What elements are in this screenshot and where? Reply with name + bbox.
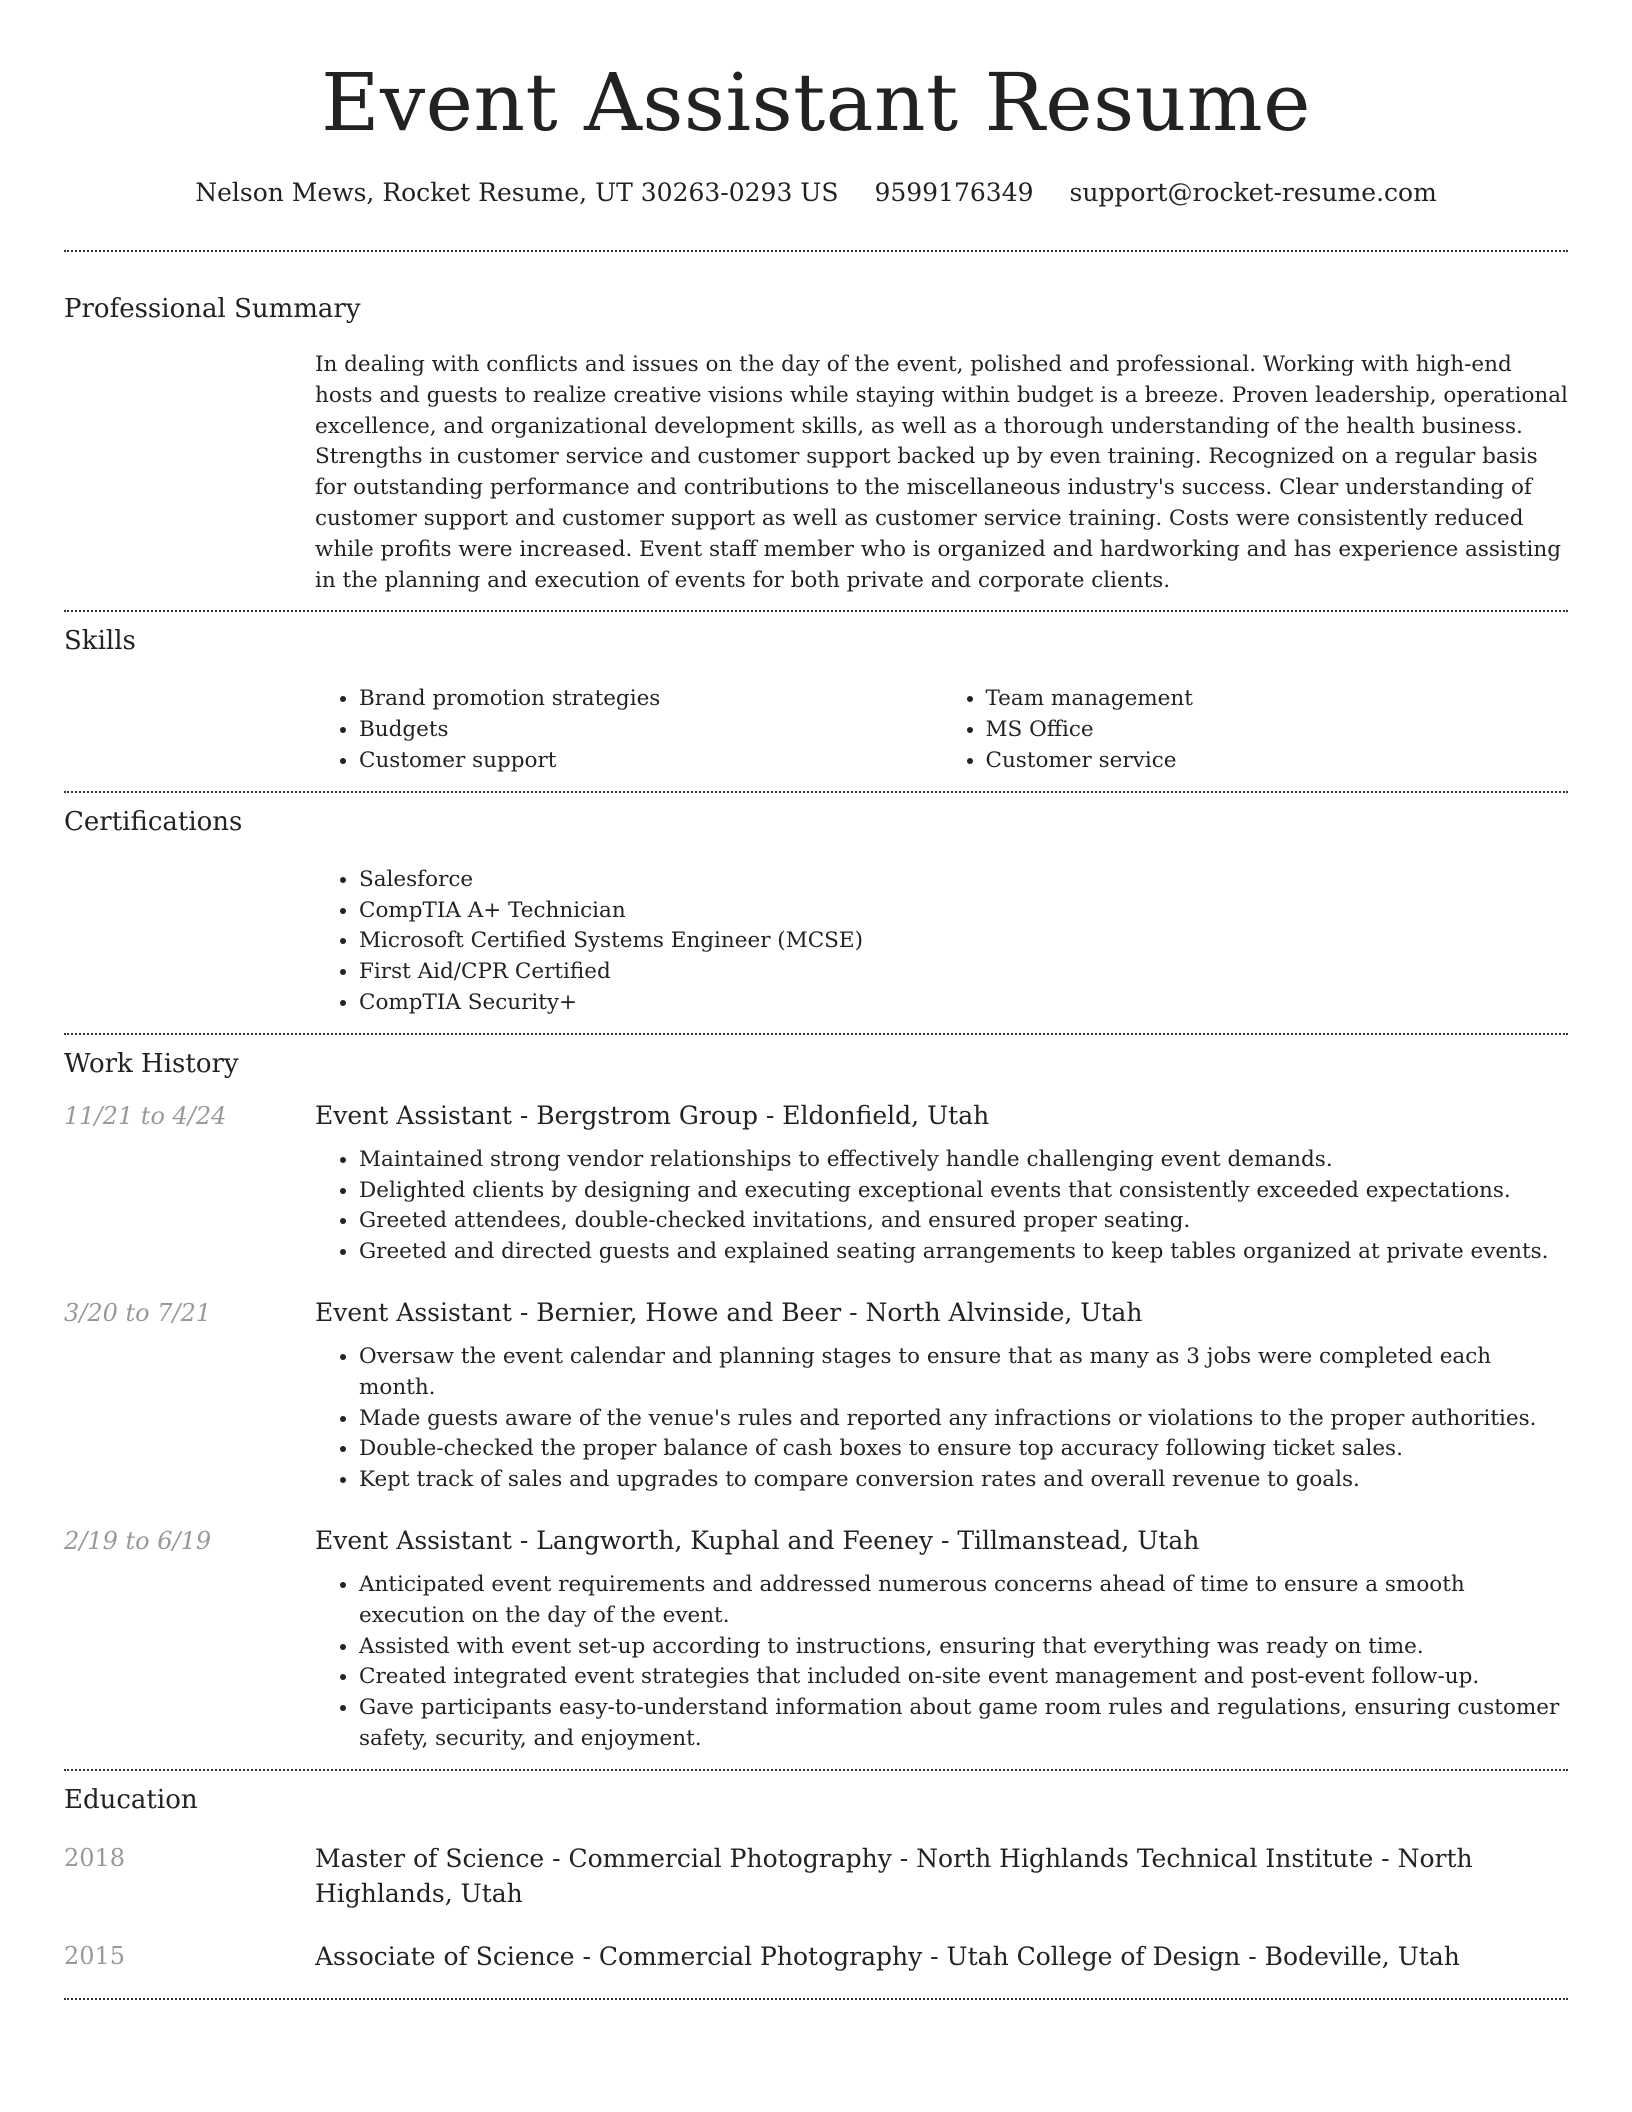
job-duty-item: • Double-checked the proper balance of cash boxes to ensure top accuracy following ticket sales. (359, 1434, 1568, 1465)
job-duty-item: • Greeted attendees, double-checked invitations, and ensured proper seating. (359, 1206, 1568, 1237)
job-entry (64, 1099, 1568, 1133)
contact-phone: 9599176349 (874, 178, 1034, 207)
job-duty-item: • Made guests aware of the venue's rules and reported any infractions or violations to the proper authorities. (359, 1404, 1568, 1435)
job-duty-item: • Greeted and directed guests and explained seating arrangements to keep tables organized at private events. (359, 1237, 1568, 1268)
job-duty-item: • Oversaw the event calendar and planning stages to ensure that as many as 3 jobs were completed each month. (359, 1342, 1568, 1404)
contact-email: support@rocket-resume.com (1069, 178, 1437, 207)
job-duty-item: • Gave participants easy-to-understand information about game room rules and regulations, ensuring customer safety, security, and enjoyment. (359, 1693, 1568, 1755)
skill-item: • Customer support (359, 746, 942, 777)
job-duty-item: • Anticipated event requirements and addressed numerous concerns ahead of time to ensure a smooth execution on the day of the event. (359, 1570, 1568, 1632)
skill-item: • Brand promotion strategies (359, 684, 942, 715)
job-duty-item: • Delighted clients by designing and executing exceptional events that consistently exceeded expectations. (359, 1176, 1568, 1207)
certifications-list (315, 865, 1568, 1019)
education-entry (64, 1841, 1568, 1911)
work-history-heading: Work History (64, 1048, 239, 1079)
resume-title: Event Assistant Resume (321, 56, 1311, 149)
certifications-heading: Certifications (64, 806, 243, 837)
education-school: - North Highlands Technical Institute - North Highlands, Utah (315, 1843, 1473, 1908)
job-dates: 2/19 to 6/19 (64, 1526, 212, 1555)
job-duty-item: • Assisted with event set-up according to instructions, ensuring that everything was ready on time. (359, 1632, 1568, 1663)
skill-item: • MS Office (986, 715, 1569, 746)
job-title: Event Assistant - Langworth, Kuphal and Feeney - Tillmanstead, Utah (315, 1525, 1200, 1555)
education-year: 2018 (64, 1843, 126, 1872)
job-dates: 11/21 to 4/24 (64, 1101, 227, 1130)
summary-text: In dealing with conflicts and issues on the day of the event, polished and professional. Working with high-end hosts and guests to realize creative visions while staying within budget is a breeze. Proven leadership, operational excellence, and organizational development skills, as well as a thorough understanding of the health business. Strengths in customer service and customer support backed up by even training. Recognized on a regular basis for outstanding performance and contributions to the miscellaneous industry's success. Clear understanding of customer support and customer support as well as customer service training. Costs were consistently reduced while profits were increased. Event staff member who is organized and hardworking and has experience assisting in the planning and execution of events for both private and corporate clients. (315, 352, 1568, 593)
contact-line (64, 176, 1568, 210)
job-dates: 3/20 to 7/21 (64, 1298, 212, 1327)
job-entry (64, 1524, 1568, 1558)
skill-item: • Team management (986, 684, 1569, 715)
education-heading: Education (64, 1784, 198, 1815)
education-degree: Master of Science - Commercial Photography (315, 1843, 892, 1873)
education-school: - Utah College of Design - Bodeville, Utah (922, 1941, 1460, 1971)
job-duty-item: • Maintained strong vendor relationships to effectively handle challenging event demands. (359, 1145, 1568, 1176)
job-duty-item: • Kept track of sales and upgrades to compare conversion rates and overall revenue to goals. (359, 1465, 1568, 1496)
education-details (315, 1841, 1568, 1911)
job-duties (315, 1145, 1568, 1268)
contact-address: Nelson Mews, Rocket Resume, UT 30263-0293 US (195, 178, 839, 207)
job-title: Event Assistant - Bergstrom Group - Eldonfield, Utah (315, 1100, 990, 1130)
skills-column-right (942, 684, 1569, 776)
certification-item: • CompTIA A+ Technician (359, 896, 1568, 927)
skills-list (315, 684, 1568, 776)
job-entry (64, 1296, 1568, 1330)
job-title: Event Assistant - Bernier, Howe and Beer - North Alvinside, Utah (315, 1297, 1143, 1327)
skill-item: • Budgets (359, 715, 942, 746)
certification-item: • CompTIA Security+ (359, 988, 1568, 1019)
job-duties (315, 1342, 1568, 1496)
job-duty-item: • Created integrated event strategies that included on-site event management and post-event follow-up. (359, 1662, 1568, 1693)
section-divider (64, 1998, 1568, 2000)
summary-heading: Professional Summary (64, 294, 361, 324)
skill-item: • Customer service (986, 746, 1569, 777)
job-duties (315, 1570, 1568, 1755)
education-entry (64, 1939, 1568, 1974)
certification-item: • Microsoft Certified Systems Engineer (MCSE) (359, 926, 1568, 957)
certification-item: • Salesforce (359, 865, 1568, 896)
skills-column-left (315, 684, 942, 776)
education-year: 2015 (64, 1941, 126, 1970)
education-details (315, 1939, 1460, 1974)
education-degree: Associate of Science - Commercial Photography (315, 1941, 923, 1971)
skills-heading: Skills (64, 626, 136, 657)
certification-item: • First Aid/CPR Certified (359, 957, 1568, 988)
